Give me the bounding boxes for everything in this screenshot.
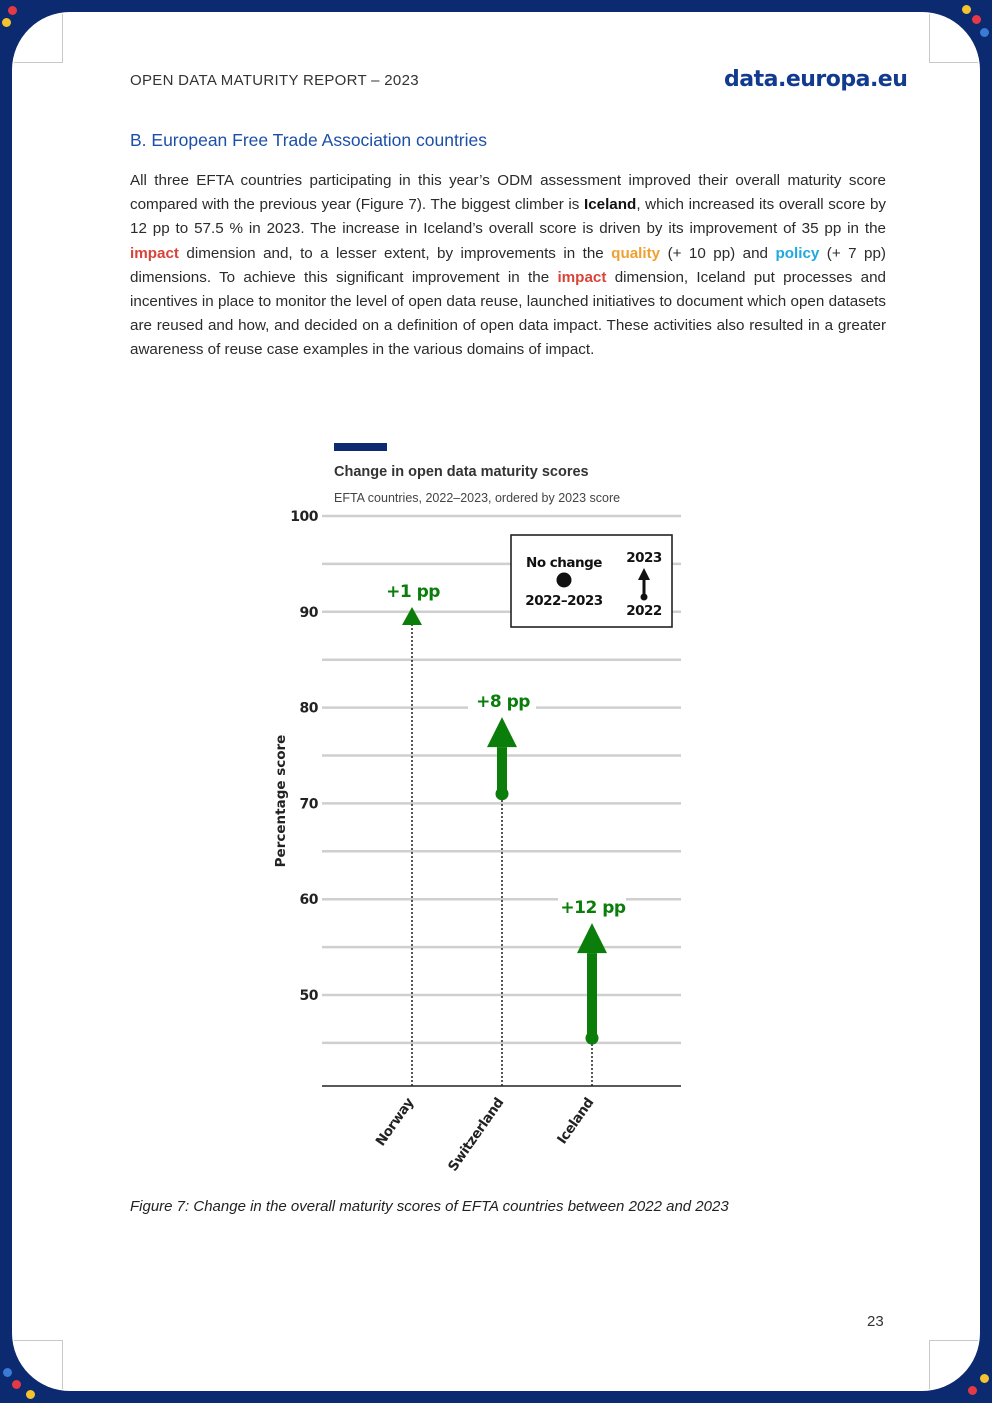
y-tick-label: 100	[290, 509, 318, 525]
legend-arrow-base	[641, 594, 648, 601]
chart-title: Change in open data maturity scores	[334, 464, 589, 480]
chart-subtitle: EFTA countries, 2022–2023, ordered by 2023 score	[334, 491, 621, 505]
category-label-norway: Norway	[372, 1095, 418, 1150]
keyword-impact-2: impact	[557, 268, 607, 286]
report-title: OPEN DATA MATURITY REPORT – 2023	[130, 72, 419, 89]
arrow-start-iceland	[586, 1032, 599, 1045]
category-label-switzerland: Switzerland	[445, 1095, 508, 1175]
arrow-head-norway	[402, 607, 422, 625]
figure-caption: Figure 7: Change in the overall maturity scores of EFTA countries between 2022 and 2023	[130, 1198, 729, 1215]
keyword-iceland: Iceland	[583, 196, 637, 214]
change-label-iceland: +12 pp	[560, 898, 626, 919]
keyword-quality: quality	[611, 244, 661, 262]
arrow-head-iceland	[577, 923, 607, 953]
legend-no-change-period: 2022–2023	[525, 593, 603, 609]
legend-no-change-label: No change	[526, 555, 602, 571]
category-label-iceland: Iceland	[554, 1095, 598, 1148]
page-number: 23	[867, 1313, 884, 1330]
data-europa-logo: data.europa.eu	[724, 67, 908, 92]
change-arrows	[402, 607, 607, 1045]
y-tick-label: 80	[299, 700, 318, 717]
change-label-switzerland: +8 pp	[476, 692, 530, 713]
arrow-head-switzerland	[487, 717, 517, 747]
legend-arrow-bottom-label: 2022	[626, 603, 662, 619]
y-tick-label: 70	[299, 796, 318, 813]
legend-arrow-top-label: 2023	[626, 550, 662, 566]
body-paragraph: All three EFTA countries participating in this year’s ODM assessment improved their overall maturity score compared with the previous year (Figure 7). The biggest climber is Iceland, which increased its overall score by 12 pp to 57.5 % in 2023. The increase in Iceland’s overall score is driven by its improvement of 35 pp in the impact dimension and, to a lesser extent, by improvements in the quality (+ 10 pp) and policy (+ 7 pp) dimensions. To achieve this significant improvement in the impact dimension, Iceland put processes and incentives in place to monitor the level of open data reuse, launched initiatives to document which open datasets are reused and how, and decided on a definition of open data impact. These activities also resulted in a greater awareness of reuse case examples in the various domains of impact.	[130, 172, 886, 359]
keyword-impact: impact	[130, 244, 179, 262]
y-tick-label: 50	[299, 987, 318, 1004]
change-label-norway: +1 pp	[386, 582, 440, 603]
keyword-policy: policy	[775, 244, 820, 262]
legend	[511, 535, 672, 627]
legend-no-change-marker	[557, 573, 572, 588]
arrow-start-switzerland	[496, 787, 509, 800]
y-tick-label: 90	[299, 604, 318, 621]
y-axis-label: Percentage score	[273, 734, 289, 868]
section-heading: B. European Free Trade Association countries	[130, 130, 488, 150]
y-tick-label: 60	[299, 892, 318, 909]
